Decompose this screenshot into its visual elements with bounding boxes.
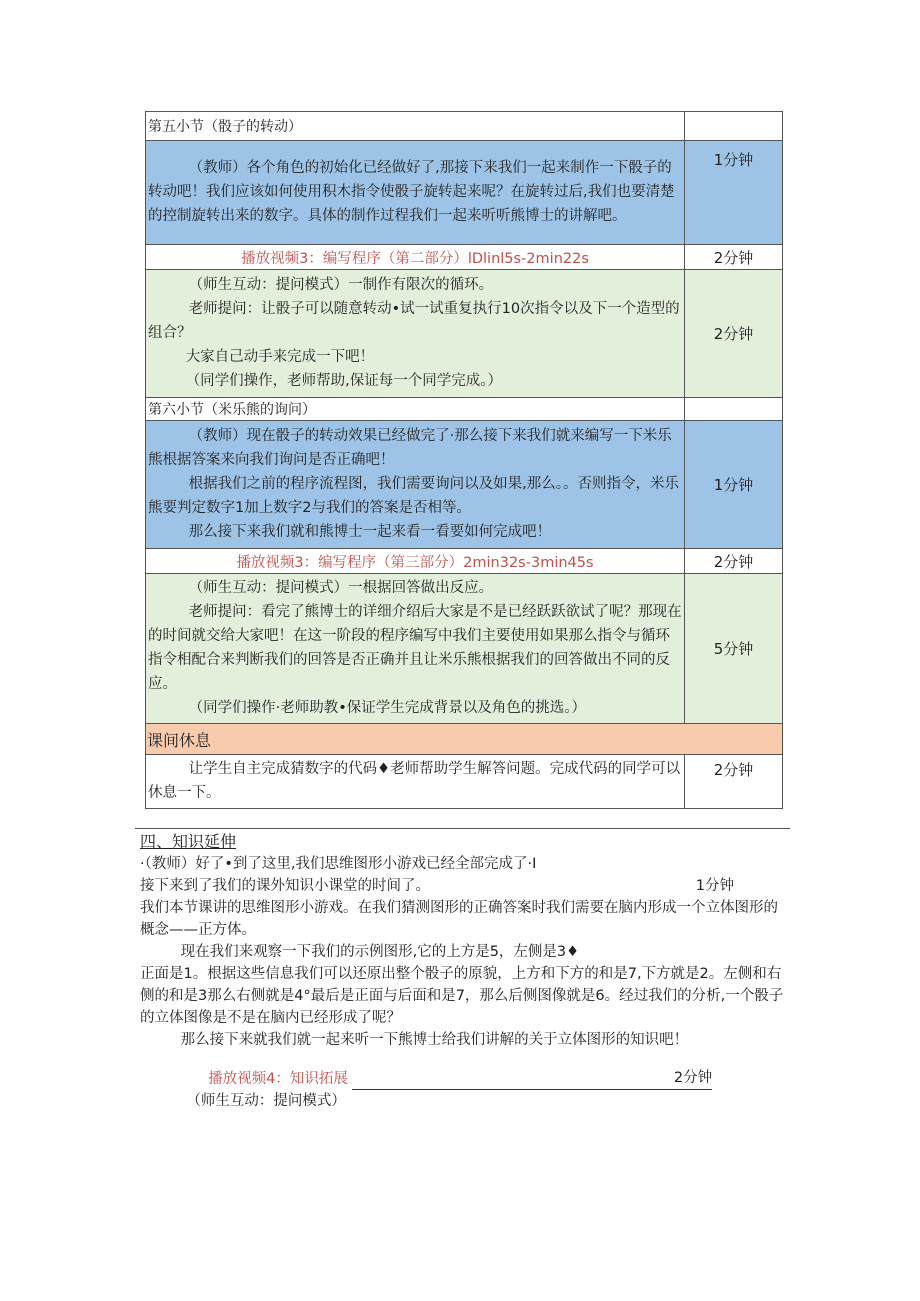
extension-analysis: 正面是1。根据这些信息我们可以还原出整个骰子的原貌，上方和下方的和是7,下方就是2。左侧和右侧的和是3那么右侧就是4°最后是正面与后面和是7，那么后侧图像就是6。经过我们的分析,一个骰子的立体图像是不是在脑内已经形成了呢？ [140, 966, 784, 1026]
lesson-table [145, 111, 783, 809]
extension-video-underline [352, 1073, 674, 1090]
section6-teacher-time: 1分钟 [685, 421, 783, 549]
section6-interact-cell [146, 574, 685, 724]
break-time: 2分钟 [685, 755, 783, 809]
section5-title-time-cell [685, 112, 783, 141]
extension-video-time: 2分钟 [674, 1067, 712, 1090]
extension-video-row [140, 1067, 790, 1090]
section5-title: 第五小节（骰子的转动） [146, 112, 685, 141]
section6-video-row [146, 549, 783, 574]
extension-time: 1分钟 [695, 878, 734, 894]
extension-next-text: 接下来到了我们的课外知识小课堂的时间了。 [140, 878, 430, 894]
section5-interact-time: 2分钟 [685, 270, 783, 398]
section6-student-operation: （同学们操作·老师助教•保证学生完成背景以及角色的挑选。） [188, 700, 587, 716]
section6-video-label: 播放视频3：编写程序（第三部分）2min32s-3min45s [146, 549, 685, 574]
section5-teacher-question: 老师提问：让骰子可以随意转动•试一试重复执行10次指令以及下一个造型的组合？ [148, 301, 680, 341]
extension-concept: 我们本节课讲的思维图形小游戏。在我们猜测图形的正确答案时我们需要在脑内形成一个立体图形的概念——正方体。 [140, 900, 778, 938]
section6-interact-row [146, 574, 783, 724]
break-text: 让学生自主完成猜数字的代码♦老师帮助学生解答问题。完成代码的同学可以休息一下。 [148, 761, 681, 801]
section5-student-operation: （同学们操作，老师帮助,保证每一个同学完成。） [185, 373, 503, 389]
break-title-row [146, 724, 783, 755]
extension-observe: 现在我们来观察一下我们的示例图形,它的上方是5，左侧是3♦ [180, 944, 580, 960]
section5-video-label: 播放视频3：编写程序（第二部分）lDlinl5s-2min22s [146, 245, 685, 270]
extension-heading: 四、知识延伸 [140, 832, 237, 851]
section5-teacher-row [146, 141, 783, 245]
section6-teacher-row [146, 421, 783, 549]
section5-video-time: 2分钟 [685, 245, 783, 270]
section6-video-time: 2分钟 [685, 549, 783, 574]
section6-title-time-cell [685, 398, 783, 421]
extension-next-row [140, 875, 790, 897]
section-divider [135, 828, 790, 829]
section6-title: 第六小节（米乐熊的询问） [146, 398, 685, 421]
section6-teacher-flow: 根据我们之前的程序流程图，我们需要询问以及如果,那么。。否则指令，米乐熊要判定数字1加上数字2与我们的答案是否相等。 [148, 476, 679, 516]
section5-title-row [146, 112, 783, 141]
break-row [146, 755, 783, 809]
section6-title-row [146, 398, 783, 421]
section6-teacher-cell [146, 421, 685, 549]
section5-teacher-cell [146, 141, 685, 245]
section6-teacher-next: 那么接下来我们就和熊博士一起来看一看要如何完成吧！ [188, 524, 552, 540]
section5-video-row [146, 245, 783, 270]
extension-intro: ·（教师）好了•到了这里,我们思维图形小游戏已经全部完成了·I [140, 856, 537, 872]
section5-interact-row [146, 270, 783, 398]
extension-interact-mode: （师生互动：提问模式） [186, 1093, 346, 1109]
break-cell [146, 755, 685, 809]
knowledge-extension-section [140, 828, 790, 1112]
section5-interact-mode: （师生互动：提问模式）一制作有限次的循环。 [188, 277, 494, 293]
extension-listen: 那么接下来就我们就一起来听一下熊博士给我们讲解的关于立体图形的知识吧！ [180, 1032, 689, 1048]
extension-video-label: 播放视频4：知识拓展 [208, 1071, 348, 1087]
section6-interact-time: 5分钟 [685, 574, 783, 724]
section5-teacher-time: 1分钟 [685, 141, 783, 245]
section6-teacher-intro: （教师）现在骰子的转动效果已经做完了·那么接下来我们就来编写一下米乐熊根据答案来向我们询问是否正确吧！ [148, 428, 672, 468]
section5-interact-cell [146, 270, 685, 398]
section6-interact-mode: （师生互动：提问模式）一根据回答做出反应。 [188, 580, 494, 596]
section5-teacher-text: （教师）各个角色的初始化已经做好了,那接下来我们一起来制作一下骰子的转动吧！我们应该如何使用积木指令使骰子旋转起来呢？在旋转过后,我们也要清楚的控制旋转出来的数字。具体的制作过程我们一起来听听熊博士的讲解吧。 [148, 160, 675, 224]
section6-teacher-question: 老师提问：看完了熊博士的详细介绍后大家是不是已经跃跃欲试了呢？那现在的时间就交给大家吧！在这一阶段的程序编写中我们主要使用如果那么指令与循环指令相配合来判断我们的回答是否正确并且让米乐熊根据我们的回答做出不同的反应。 [148, 604, 682, 692]
section5-self-practice: 大家自己动手来完成一下吧！ [185, 349, 375, 365]
break-title: 课间休息 [146, 724, 783, 755]
